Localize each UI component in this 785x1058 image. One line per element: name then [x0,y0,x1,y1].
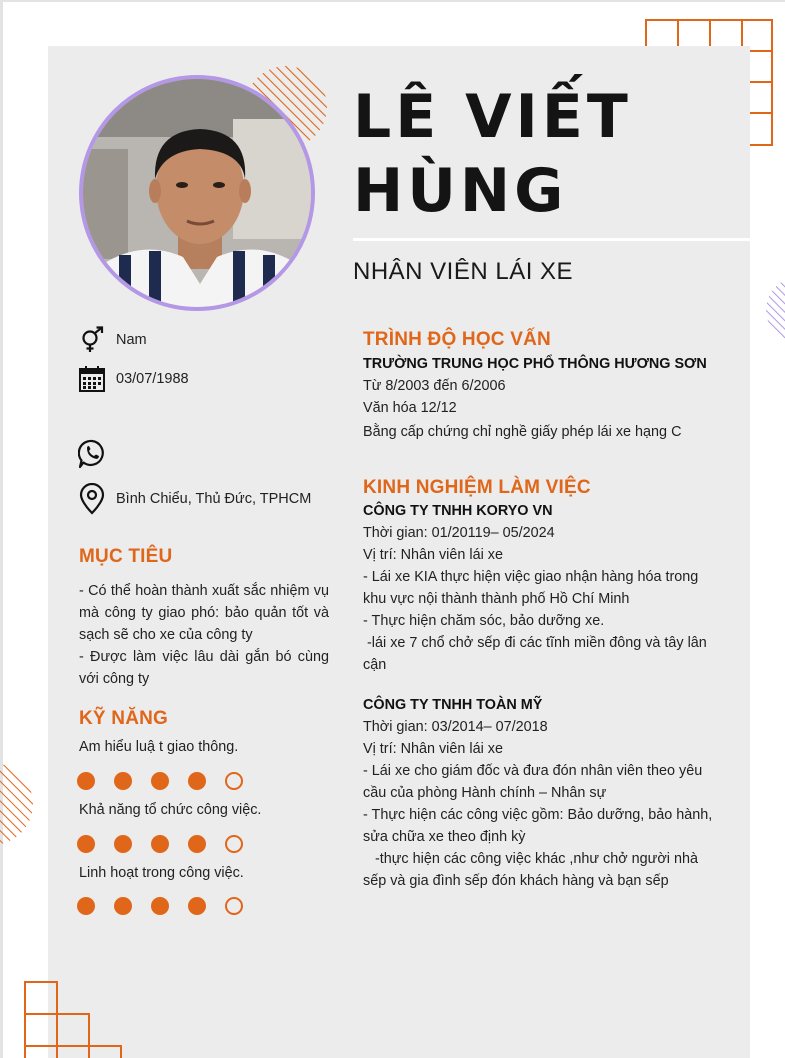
phone-icon [78,438,106,470]
page-left-border [0,0,3,1058]
page-top-border [0,0,785,2]
skill-dot [114,897,132,915]
location-pin-icon [78,483,106,515]
job-title: NHÂN VIÊN LÁI XE [353,258,574,285]
job-2-time: Thời gian: 03/2014– 07/2018 [363,719,548,735]
experience-job-2 [363,694,713,892]
skill-dot [225,835,243,853]
skill-dot [77,772,95,790]
job-2-duty-3: -thực hiện các công việc khác ,như chở người nhà sếp và gia đình sếp đón khách hàng và bạn sếp [363,851,702,889]
experience-job-1 [363,500,713,676]
skill-dot [225,772,243,790]
address-value: Bình Chiểu, Thủ Đức, TPHCM [116,491,312,507]
job-1-position: Vị trí: Nhân viên lái xe [363,547,503,563]
skill-dot [151,835,169,853]
job-1-time: Thời gian: 01/20119– 05/2024 [363,525,555,541]
calendar-icon [78,363,106,395]
skill-rating-1 [77,772,262,790]
skill-dot [77,897,95,915]
full-name [353,80,632,228]
skill-dot [188,897,206,915]
education-section [363,353,713,443]
experience-heading: KINH NGHIỆM LÀM VIỆC [363,477,591,498]
skill-label-2: Khả năng tổ chức công việc. [79,802,262,818]
skill-dot [114,772,132,790]
education-level: Văn hóa 12/12 [363,400,457,416]
name-line-2: HÙNG [353,156,568,226]
job-2-company: CÔNG TY TNHH TOÀN MỸ [363,697,543,713]
skill-dot [188,835,206,853]
education-school: TRƯỜNG TRUNG HỌC PHỔ THÔNG HƯƠNG SƠN [363,356,707,372]
birthdate-row [78,363,189,395]
skills-heading: KỸ NĂNG [79,708,169,729]
job-2-duty-2: - Thực hiện các công việc gồm: Bảo dưỡng, bảo hành, sửa chữa xe theo định kỳ [363,807,713,845]
job-2-position: Vị trí: Nhân viên lái xe [363,741,503,757]
skill-dot [225,897,243,915]
skill-dot [151,772,169,790]
education-period: Từ 8/2003 đến 6/2006 [363,378,506,394]
skill-label-3: Linh hoạt trong công việc. [79,865,244,881]
objective-text [79,580,329,690]
avatar [83,79,311,307]
objective-line-1: - Có thể hoàn thành xuất sắc nhiệm vụ mà công ty giao phó: bảo quản tốt và sạch sẽ cho xe của công ty [79,583,329,643]
hatched-orange-side-decoration [0,762,34,846]
birthdate-value: 03/07/1988 [116,371,189,387]
name-line-1: LÊ VIẾT [353,82,632,152]
skill-dot [114,835,132,853]
gender-value: Nam [116,332,147,348]
hatched-purple-decoration [765,276,785,344]
job-2-duty-1: - Lái xe cho giám đốc và đưa đón nhân viên theo yêu cầu của phòng Hành chính – Nhân sự [363,763,703,801]
education-heading: TRÌNH ĐỘ HỌC VẤN [363,329,551,350]
objective-line-2: - Được làm việc lâu dài gắn bó cùng với công ty [79,649,329,687]
job-1-duty-2: - Thực hiện chăm sóc, bảo dưỡng xe. [363,613,605,629]
profile-photo [83,79,311,307]
phone-row [78,438,116,470]
job-1-company: CÔNG TY TNHH KORYO VN [363,503,553,519]
skill-rating-3 [77,897,262,915]
address-row [78,483,311,515]
skill-label-1: Am hiểu luậ t giao thông. [79,739,239,755]
job-1-duty-1: - Lái xe KIA thực hiện việc giao nhận hàng hóa trong khu vực nội thành thành phố Hồ Chí Minh [363,569,699,607]
education-certificate: Bằng cấp chứng chỉ nghề giấy phép lái xe hạng C [363,424,682,440]
title-divider [353,238,750,241]
gender-icon [78,324,106,356]
objective-heading: MỤC TIÊU [79,546,173,567]
gender-row [78,324,147,356]
job-1-duty-3: -lái xe 7 chổ chở sếp đi các tĩnh miền đông và tây lân cận [363,635,711,673]
skill-rating-2 [77,835,262,853]
skill-dot [77,835,95,853]
grid-decoration-bottom-left [24,981,124,1058]
skill-dot [188,772,206,790]
profile-photo-frame [79,75,315,311]
skill-dot [151,897,169,915]
